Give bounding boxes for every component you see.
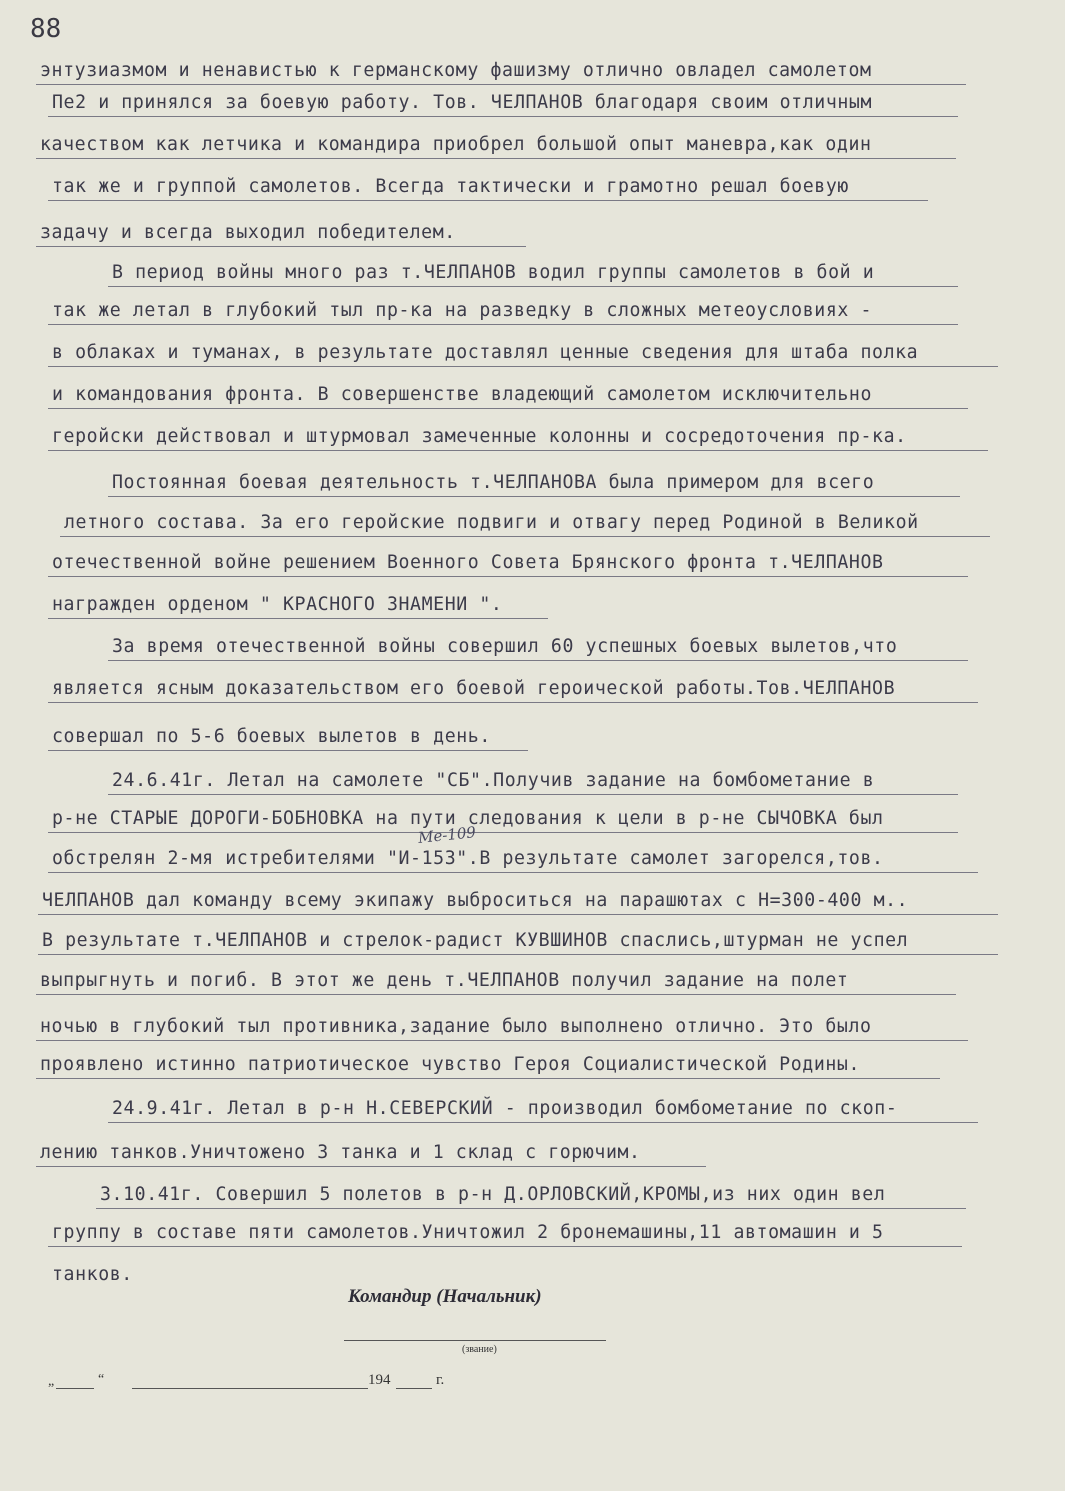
date-year: 194 — [368, 1372, 391, 1388]
text-line: качеством как летчика и командира приобрел большой опыт маневра,как один — [40, 134, 872, 155]
text-line: ЧЕЛПАНОВ дал команду всему экипажу выброситься на парашютах с Н=300-400 м.. — [42, 890, 909, 911]
text-line: Постоянная боевая деятельность т.ЧЕЛПАНОВА была примером для всего — [112, 472, 875, 493]
underline-rule — [48, 116, 958, 117]
handwritten-correction: Ме-109 — [417, 823, 477, 847]
text-line: Пе2 и принялся за боевую работу. Тов. ЧЕЛПАНОВ благодаря своим отличным — [52, 92, 873, 113]
underline-rule — [48, 408, 968, 409]
text-line: выпрыгнуть и погиб. В этот же день т.ЧЕЛПАНОВ получил задание на полет — [40, 970, 849, 991]
text-line: За время отечественной войны совершил 60 успешных боевых вылетов,что — [112, 636, 898, 657]
text-line: так же летал в глубокий тыл пр-ка на разведку в сложных метеоусловиях - — [52, 300, 873, 321]
page-number: 88 — [30, 14, 62, 44]
underline-rule — [96, 1208, 966, 1209]
underline-rule — [48, 702, 978, 703]
underline-rule — [36, 1040, 968, 1041]
text-line: является ясным доказательством его боевой героической работы.Тов.ЧЕЛПАНОВ — [52, 678, 896, 699]
text-line: летного состава. За его геройские подвиги и отвагу перед Родиной в Великой — [64, 512, 919, 533]
underline-rule — [36, 84, 966, 85]
underline-rule — [36, 1078, 940, 1079]
underline-rule — [48, 324, 958, 325]
text-line: 3.10.41г. Совершил 5 полетов в р-н Д.ОРЛОВСКИЙ,КРОМЫ,из них один вел — [100, 1184, 886, 1205]
text-line: лению танков.Уничтожено 3 танка и 1 склад с горючим. — [40, 1142, 641, 1163]
underline-rule — [108, 660, 968, 661]
text-line: энтузиазмом и ненавистью к германскому фашизму отлично овладел самолетом — [40, 60, 872, 81]
rank-caption: (звание) — [462, 1344, 497, 1355]
underline-rule — [48, 872, 978, 873]
underline-rule — [36, 246, 526, 247]
text-line: р-не СТАРЫЕ ДОРОГИ-БОБНОВКА на пути следования к цели в р-не СЫЧОВКА был — [52, 808, 884, 829]
text-line: отечественной войне решением Военного Совета Брянского фронта т.ЧЕЛПАНОВ — [52, 552, 884, 573]
underline-rule — [48, 832, 958, 833]
underline-rule — [48, 366, 998, 367]
underline-rule — [108, 496, 960, 497]
underline-rule — [48, 1246, 962, 1247]
underline-rule — [38, 914, 998, 915]
underline-rule — [36, 994, 956, 995]
underline-rule — [48, 618, 548, 619]
underline-rule — [48, 200, 928, 201]
date-year-suffix: г. — [436, 1372, 445, 1388]
text-line: так же и группой самолетов. Всегда тактически и грамотно решал боевую — [52, 176, 849, 197]
underline-rule — [36, 1166, 706, 1167]
text-line: геройски действовал и штурмовал замеченные колонны и сосредоточения пр-ка. — [52, 426, 907, 447]
rank-fill-line — [344, 1340, 606, 1341]
text-line: награжден орденом " КРАСНОГО ЗНАМЕНИ ". — [52, 594, 503, 615]
text-line: совершал по 5-6 боевых вылетов в день. — [52, 726, 491, 747]
signature-title: Командир (Начальник) — [348, 1286, 542, 1307]
text-line: 24.9.41г. Летал в р-н Н.СЕВЕРСКИЙ - производил бомбометание по скоп- — [112, 1098, 898, 1119]
underline-rule — [108, 286, 958, 287]
text-line: в облаках и туманах, в результате доставлял ценные сведения для штаба полка — [52, 342, 919, 363]
date-day-line — [56, 1388, 94, 1389]
text-line: В период войны много раз т.ЧЕЛПАНОВ водил группы самолетов в бой и — [112, 262, 875, 283]
underline-rule — [108, 794, 958, 795]
underline-rule — [36, 158, 956, 159]
underline-rule — [48, 450, 988, 451]
text-line: задачу и всегда выходил победителем. — [40, 222, 456, 243]
underline-rule — [108, 1122, 978, 1123]
date-year-line — [396, 1388, 432, 1389]
underline-rule — [48, 576, 968, 577]
underline-rule — [60, 536, 990, 537]
text-line: проявлено истинно патриотическое чувство Героя Социалистической Родины. — [40, 1054, 861, 1075]
text-line: 24.6.41г. Летал на самолете "СБ".Получив задание на бомбометание в — [112, 770, 875, 791]
text-line: ночью в глубокий тыл противника,задание было выполнено отлично. Это было — [40, 1016, 872, 1037]
text-line: обстрелян 2-мя истребителями "И-153".В результате самолет загорелся,тов. — [52, 848, 884, 869]
underline-rule — [38, 954, 998, 955]
text-line: и командования фронта. В совершенстве владеющий самолетом исключительно — [52, 384, 873, 405]
date-quote-open: „ — [48, 1374, 55, 1389]
underline-rule — [48, 750, 528, 751]
date-quote-close: “ — [98, 1372, 105, 1387]
date-month-line — [132, 1388, 368, 1389]
text-line: танков. — [52, 1264, 133, 1285]
text-line: группу в составе пяти самолетов.Уничтожил 2 бронемашины,11 автомашин и 5 — [52, 1222, 884, 1243]
text-line: В результате т.ЧЕЛПАНОВ и стрелок-радист КУВШИНОВ спаслись,штурман не успел — [42, 930, 909, 951]
